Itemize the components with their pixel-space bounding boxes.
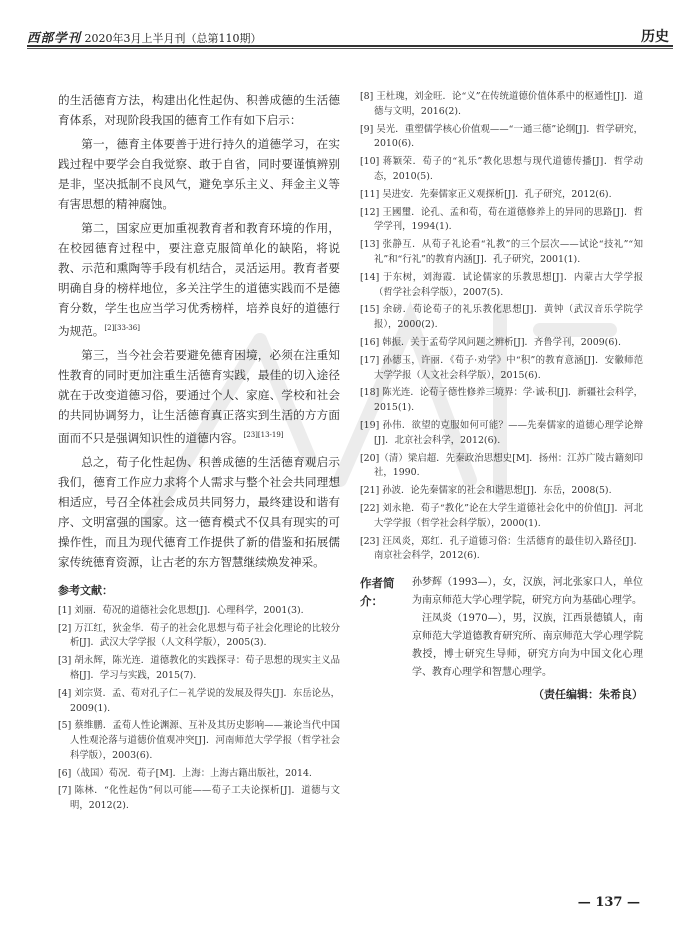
reference-item: [11] 吴进安．先秦儒家正义观探析[J]．孔子研究，2012(6). bbox=[360, 188, 612, 200]
paragraph-text: 第二，国家应更加重视教育者和教育环境的作用，在校园德育过程中，要注意克服简单化的缺陷，将说教、示范和熏陶等手段有机结合，灵活运用。教育者要明确自身的榜样地位，多关注学生的道德实践而不是德育分数，学生也应当学习优秀榜样，培养良好的道德行为规范。 bbox=[58, 221, 340, 338]
issue-info: 2020年3月上半月刊（总第110期） bbox=[84, 32, 262, 45]
reference-item: [21] 孙波．论先秦儒家的社会和谐思想[J]．东岳，2008(5). bbox=[360, 485, 612, 497]
author-row bbox=[360, 574, 643, 610]
reference-item: [17] 孙德玉，许丽．《荀子·劝学》中“积”的教育意涵[J]．安徽师范大学学报（人文社会科学版），2015(6). bbox=[360, 354, 643, 381]
author-intro-label: 作者简介： bbox=[360, 576, 395, 609]
header-rule bbox=[27, 45, 673, 47]
body-paragraph: 总之，荀子化性起伪、积善成德的生活德育观启示我们，德育工作应力求将个人需求与整个社会共同理想相适应，号召全体社会成员共同努力，最终建设和谐有序、文明富强的国家。这一德育模式不仅具有现实的可操作性，而且为现代德育工作提供了新的借鉴和拓展儒家传统德育资源，让古老的东方智慧继续焕发神采。 bbox=[58, 454, 340, 569]
reference-item: [4] 刘宗贤．孟、荀对孔子仁－礼学说的发展及得失[J]．东岳论丛，2009(1). bbox=[58, 687, 340, 714]
author-first: 孙梦辉（1993—），女，汉族，河北张家口人，单位为南京师范大学心理学院，研究方向为基础心理学。 bbox=[412, 577, 643, 607]
body-paragraph bbox=[58, 345, 340, 448]
reference-item: [6]（战国）荀况．荀子[M]．上海：上海古籍出版社，2014. bbox=[58, 767, 312, 779]
reference-item: [20]（清）梁启超．先秦政治思想史[M]．扬州：江苏广陵古籍刻印社，1990. bbox=[360, 452, 643, 479]
reference-item: [18] 陈光连．论荀子德性修养三境界：学·诚·积[J]．新疆社会科学，2015(1). bbox=[360, 387, 644, 414]
reference-item: [22] 刘永艳．荀子“教化”论在大学生道德社会化中的价值[J]．河北大学学报（哲学社会科学版），2000(1). bbox=[360, 502, 643, 529]
reference-item: [23] 汪凤炎，郑红．孔子道德习俗：生活德育的最佳切入路径[J]．南京社会科学，2012(6). bbox=[360, 535, 643, 562]
body-paragraph: 第一，德育主体要善于进行持久的道德学习，在实践过程中要学会自我觉察、敢于自省，同时要谨慎辨别是非，坚决抵制不良风气，避免享乐主义、拜金主义等有害思想的精神腐蚀。 bbox=[58, 137, 340, 211]
journal-name: 西部学刊 bbox=[27, 30, 82, 45]
reference-item: [19] 孙伟．欲望的克服如何可能？——先秦儒家的道德心理学论辩[J]．北京社会科学，2012(6). bbox=[360, 419, 643, 446]
references-title: 参考文献： bbox=[58, 583, 113, 597]
page-number: — 137 — bbox=[577, 895, 640, 910]
responsible-editor: （责任编辑：朱希良） bbox=[533, 688, 643, 702]
reference-item: [13] 张静互．从荀子礼论看“礼教”的三个层次——试论“技礼”“知礼”和“行礼”的教育内涵[J]．孔子研究，2001(1). bbox=[360, 239, 643, 265]
citation-mark: [23][13-19] bbox=[243, 430, 284, 439]
reference-item: [14] 于东树，刘海霞．试论儒家的乐教思想[J]．内蒙古大学学报（哲学社会科学版），2007(5). bbox=[360, 271, 643, 298]
references-list-left bbox=[58, 604, 340, 814]
right-column bbox=[360, 90, 643, 702]
reference-item: [15] 余磅．荀论荀子的礼乐教化思想[J]．黄钟（武汉音乐学院学报），2000(2). bbox=[360, 304, 643, 331]
reference-item: [5] 蔡维鹏．孟荀人性论渊源、互补及其历史影响——兼论当代中国人性观沦落与道德价值观冲突[J]．河南师范大学学报（哲学社会科学版），2003(6). bbox=[58, 720, 340, 761]
author-second: 汪凤炎（1970—），男，汉族，江西景德镇人，南京师范大学道德教育研究所、南京师范大学心理学院教授，博士研究生导师，研究方向为中国文化心理学、教育心理学和智慧心理学。 bbox=[412, 613, 643, 679]
reference-item: [8] 王杜瑰，刘金旺．论“义”在传统道德价值体系中的枢通性[J]．道德与文明，2016(2). bbox=[360, 91, 643, 117]
header-left bbox=[27, 28, 262, 46]
page-header bbox=[27, 22, 673, 48]
body-paragraph: 的生活德育方法，构建出化性起伪、积善成德的生活德育体系，对现阶段我国的德育工作有如下启示： bbox=[58, 93, 340, 127]
reference-item: [16] 韩振．关于孟荀学风问题之辨析[J]．齐鲁学刊，2009(6). bbox=[360, 336, 621, 348]
reference-item: [10] 蒋颖荣．荀子的“礼乐”教化思想与现代道德传播[J]．哲学动态，2010(5). bbox=[360, 156, 643, 182]
reference-item: [3] 胡永辉，陈光连．道德教化的实践探寻：荀子思想的现实主义品格[J]．学习与实践，2015(7). bbox=[58, 655, 340, 681]
author-intro bbox=[360, 574, 643, 682]
reference-item: [1] 刘丽．荀况的道德社会化思想[J]．心理科学，2001(3). bbox=[58, 604, 304, 616]
reference-item: [12] 王國璽．论孔、孟和荀，荀在道德修养上的异同的思路[J]．哲学学刊，1994(1). bbox=[360, 206, 643, 233]
body-paragraph bbox=[58, 218, 340, 341]
section-label: 历史 bbox=[641, 29, 669, 45]
paragraph-text: 第三，当今社会若要避免德育困境，必须在注重知性教育的同时更加注重生活德育实践，最佳的切入途径就在于改变道德习俗，要通过个人、家庭、学校和社会的共同协调努力，让生活德育真正落实到生活的方方面面而不只是强调知识性的道德内容。 bbox=[58, 347, 340, 445]
header-rule-thin bbox=[27, 48, 673, 49]
reference-item: [2] 万江红，狄金华．荀子的社会化思想与荀子社会化理论的比较分析[J]．武汉大学学报（人文科学版），2005(3). bbox=[58, 622, 340, 649]
reference-item: [7] 陈林．“化性起伪”何以可能——荀子工夫论探析[J]．道德与文明，2012(2). bbox=[58, 785, 340, 812]
reference-item: [9] 吴光．重塑儒学核心价值观——“一通三德”论纲[J]．哲学研究，2010(6). bbox=[360, 123, 643, 150]
left-column bbox=[58, 90, 340, 817]
citation-mark: [2][33-36] bbox=[104, 324, 140, 332]
references-list-right bbox=[360, 90, 643, 564]
